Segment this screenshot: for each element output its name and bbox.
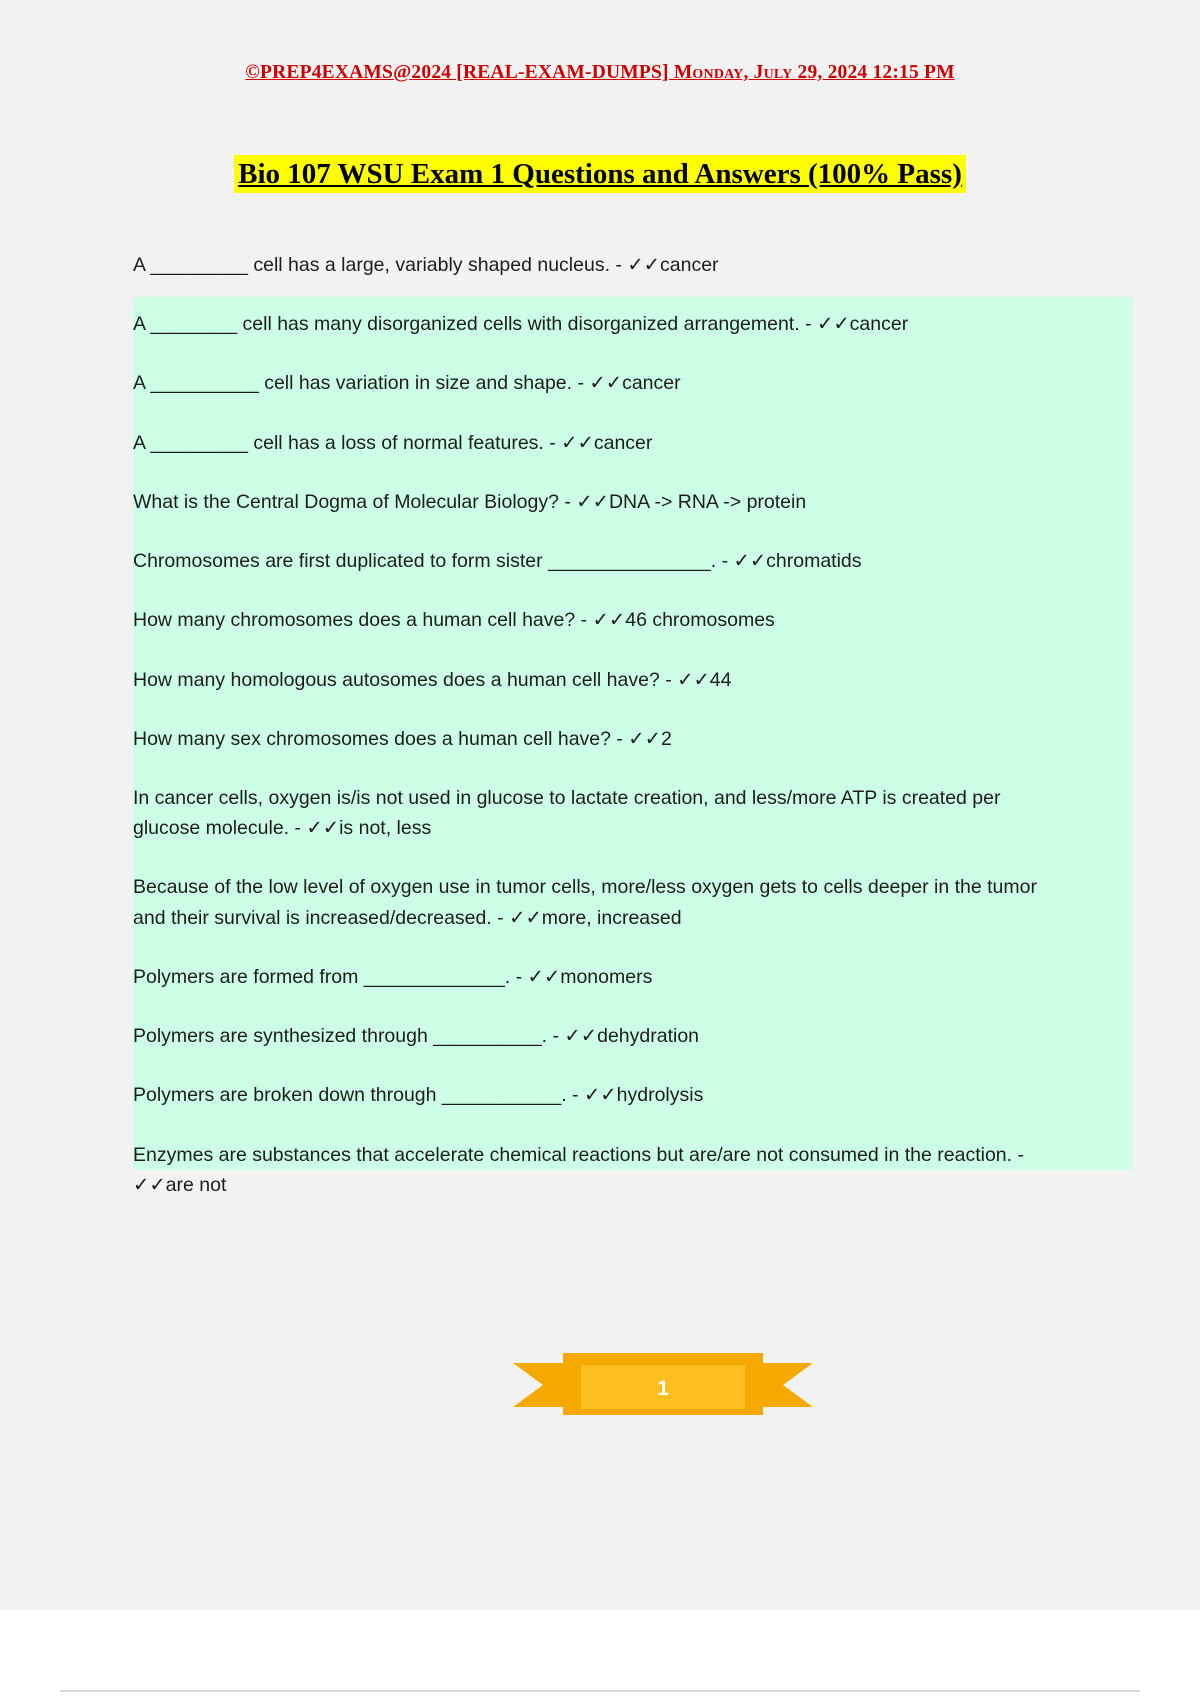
footer-ribbon [503, 1345, 823, 1430]
qa-item: In cancer cells, oxygen is/is not used in glucose to lactate creation, and less/more ATP is created per glucose molecule. - ✓✓is not, less [133, 786, 1001, 840]
qa-item: A _________ cell has a large, variably shaped nucleus. - ✓✓cancer [133, 254, 719, 276]
page-sheet [33, 0, 1167, 1610]
qa-item: How many sex chromosomes does a human cell have? - ✓✓2 [133, 727, 672, 750]
qa-item: A __________ cell has variation in size and shape. - ✓✓cancer [133, 372, 681, 395]
qa-item: Chromosomes are first duplicated to form sister _______________. - ✓✓chromatids [133, 550, 862, 573]
qa-item: What is the Central Dogma of Molecular Biology? - ✓✓DNA -> RNA -> protein [133, 490, 807, 513]
qa-item: How many chromosomes does a human cell have? - ✓✓46 chromosomes [133, 609, 775, 632]
page-title-wrap [33, 155, 1167, 193]
qa-item: A _________ cell has a loss of normal features. - ✓✓cancer [133, 431, 653, 454]
qa-item: Enzymes are substances that accelerate chemical reactions but are/are not consumed in the reaction. - ✓✓are not [133, 1143, 1024, 1196]
qa-item: Because of the low level of oxygen use in tumor cells, more/less oxygen gets to cells deeper in the tumor and their survival is increased/decreased. - ✓✓more, increased [133, 876, 1037, 929]
page-title: Bio 107 WSU Exam 1 Questions and Answers (100% Pass) [234, 155, 966, 193]
qa-list [133, 250, 1073, 1229]
qa-item: Polymers are broken down through ___________. - ✓✓hydrolysis [133, 1084, 704, 1107]
qa-item: Polymers are synthesized through __________. - ✓✓dehydration [133, 1025, 700, 1048]
qa-item: How many homologous autosomes does a human cell have? - ✓✓44 [133, 668, 732, 691]
qa-item: Polymers are formed from _____________. - ✓✓monomers [133, 965, 653, 988]
qa-item: A ________ cell has many disorganized cells with disorganized arrangement. - ✓✓cancer [133, 313, 909, 336]
bottom-divider [60, 1690, 1140, 1692]
header-text: ©PREP4EXAMS@2024 [REAL-EXAM-DUMPS] Monday, July 29, 2024 12:15 PM [245, 62, 955, 83]
document-header [33, 62, 1167, 84]
page-number: 1 [657, 1377, 669, 1400]
